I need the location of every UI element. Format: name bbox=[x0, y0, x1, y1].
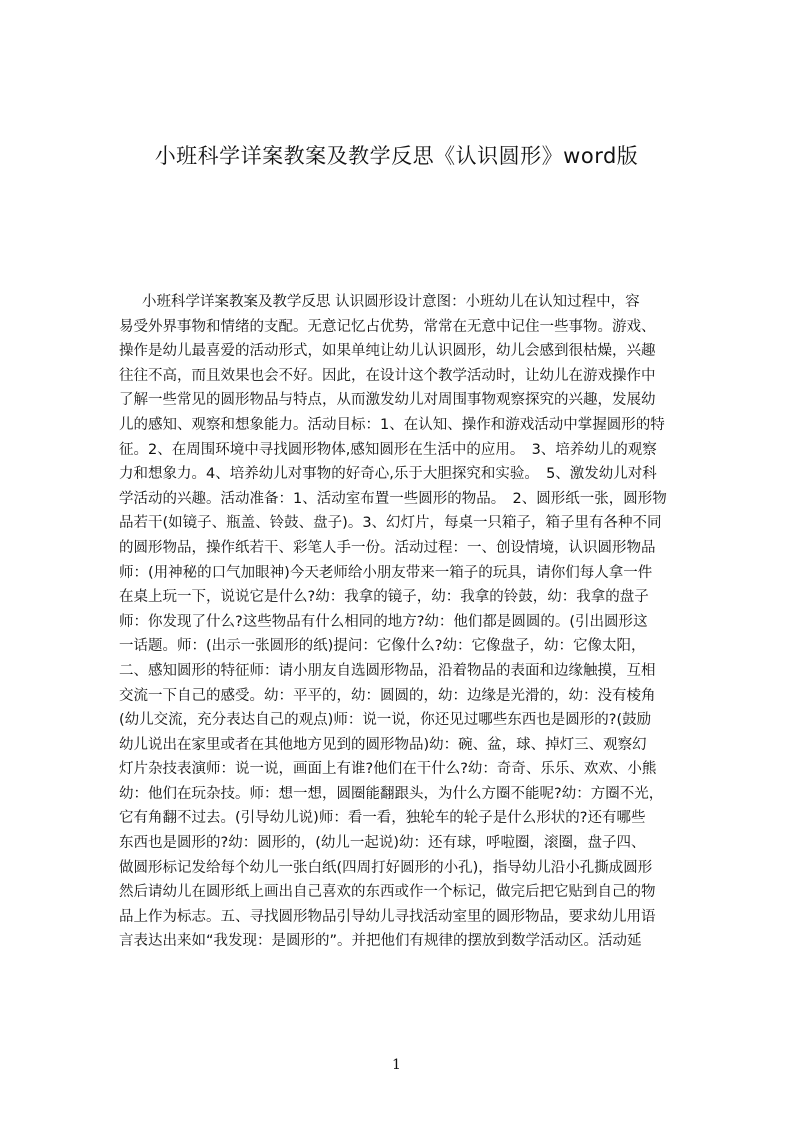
body-line: 品若干(如镜子、瓶盖、铃鼓、盘子)。3、幻灯片，每桌一只箱子，箱子里有各种不同 bbox=[119, 515, 662, 532]
page-number: 1 bbox=[392, 1057, 401, 1073]
body-line: 儿的感知、观察和想象能力。活动目标：1、在认知、操作和游戏活动中掌握圆形的特 bbox=[119, 416, 665, 433]
body-line: 力和想象力。4、培养幼儿对事物的好奇心,乐于大胆探究和实验。 5、激发幼儿对科 bbox=[119, 466, 657, 483]
body-line: 往往不高，而且效果也会不好。因此，在设计这个教学活动时，让幼儿在游戏操作中 bbox=[119, 367, 656, 384]
body-line: 幼儿说出在家里或者在其他地方见到的圆形物品)幼：碗、盆，球、掉灯三、观察幻 bbox=[119, 736, 647, 753]
body-line: 师：(用神秘的口气加眼神)今天老师给小朋友带来一箱子的玩具，请你们每人拿一件 bbox=[119, 564, 653, 581]
body-line: 一话题。师：(出示一张圆形的纸)提问：它像什么?幼：它像盘子，幼：它像太阳， bbox=[119, 638, 646, 655]
body-line: 师：你发现了什么?这些物品有什么相同的地方?幼：他们都是圆圆的。(引出圆形这 bbox=[119, 613, 648, 630]
body-line: 的圆形物品，操作纸若干、彩笔人手一份。活动过程：一、创设情境，认识圆形物品 bbox=[119, 539, 656, 556]
body-line: 言表达出来如“我发现：是圆形的”。并把他们有规律的摆放到数学活动区。活动延 bbox=[119, 933, 642, 950]
body-line: 东西也是圆形的?幼：圆形的，(幼儿一起说)幼：还有球，呼啦圈，滚圈，盘子四、 bbox=[119, 835, 646, 852]
body-line: (幼儿交流，充分表达自己的观点)师：说一说，你还见过哪些东西也是圆形的?(鼓励 bbox=[119, 712, 652, 729]
document-body bbox=[119, 290, 697, 954]
body-line: 交流一下自己的感受。幼：平平的，幼：圆圆的，幼：边缘是光滑的，幼：没有棱角 bbox=[119, 687, 656, 704]
body-line: 品上作为标志。五、寻找圆形物品引导幼儿寻找活动室里的圆形物品，要求幼儿用语 bbox=[119, 908, 656, 925]
body-line: 征。2、在周围环境中寻找圆形物体,感知圆形在生活中的应用。 3、培养幼儿的观察 bbox=[119, 441, 657, 458]
body-line: 它有角翻不过去。(引导幼儿说)师：看一看，独轮车的轮子是什么形状的?还有哪些 bbox=[119, 810, 646, 827]
body-line: 在桌上玩一下，说说它是什么?幼：我拿的镜子，幼：我拿的铃鼓，幼：我拿的盘子 bbox=[119, 589, 649, 606]
body-line: 小班科学详案教案及教学反思 认识圆形设计意图：小班幼儿在认知过程中，容 bbox=[142, 294, 640, 310]
document-title: 小班科学详案教案及教学反思《认识圆形》word版 bbox=[154, 144, 639, 168]
body-line: 操作是幼儿最喜爱的活动形式，如果单纯让幼儿认识圆形，幼儿会感到很枯燥，兴趣 bbox=[119, 343, 656, 360]
body-line: 做圆形标记发给每个幼儿一张白纸(四周打好圆形的小孔)，指导幼儿沿小孔撕成圆形 bbox=[119, 859, 653, 876]
body-line: 灯片杂技表演师：说一说，画面上有谁?他们在干什么?幼：奇奇、乐乐、欢欢、小熊 bbox=[119, 761, 657, 778]
body-line: 了解一些常见的圆形物品与特点，从而激发幼儿对周围事物观察探究的兴趣，发展幼 bbox=[119, 392, 656, 409]
body-line: 幼：他们在玩杂技。师：想一想，圆圈能翻跟头，为什么方圈不能呢?幼：方圈不光， bbox=[119, 785, 664, 802]
body-line: 二、感知圆形的特征师：请小朋友自选圆形物品，沿着物品的表面和边缘触摸，互相 bbox=[119, 662, 656, 679]
body-line: 然后请幼儿在圆形纸上画出自己喜欢的东西或作一个标记，做完后把它贴到自己的物 bbox=[119, 884, 656, 901]
body-line: 易受外界事物和情绪的支配。无意记忆占优势，常常在无意中记住一些事物。游戏、 bbox=[119, 318, 656, 335]
body-line: 学活动的兴趣。活动准备：1、活动室布置一些圆形的物品。 2、圆形纸一张，圆形物 bbox=[119, 490, 667, 507]
